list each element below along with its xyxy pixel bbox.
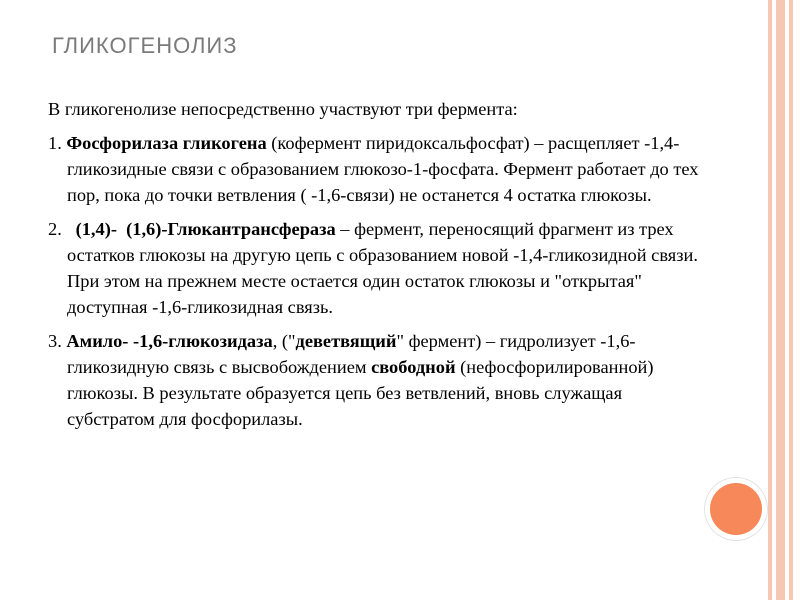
enzyme-name: Амило- -1,6-глюкозидаза [66, 331, 273, 351]
list-item-2 [48, 216, 708, 320]
highlight-term: свободной [371, 357, 456, 377]
item-number: 1. [48, 133, 67, 153]
list-item-3 [48, 328, 708, 432]
item-number: 3. [48, 331, 67, 351]
stripe-wide [776, 0, 785, 600]
highlight-term: деветвящий [295, 331, 397, 351]
item-text: – фермент, переносящий фрагмент из трех остатков глюкозы на другую цепь с образованием новой -1,4-гликозидной связи. При этом на прежнем месте остается один остаток глюкозы и "открытая" доступная -1,6-гликозидная связь. [67, 219, 698, 317]
decorative-circle [710, 483, 762, 535]
intro-text: В гликогенолизе непосредственно участвуют три фермента: [48, 99, 518, 119]
slide-title: ГЛИКОГЕНОЛИЗ [52, 33, 238, 58]
stripe-thin-right [789, 0, 793, 600]
enzyme-name: Фосфорилаза гликогена [66, 133, 267, 153]
item-text: , (" [272, 331, 296, 351]
item-text: (кофермент пиридоксальфосфат) – расщепляет -1,4-гликозидные связи с образованием глюкозо-1-фосфата. Фермент работает до тех пор, пока до точки ветвления ( -1,6-связи) не останется 4 остатка глюкозы. [67, 133, 699, 205]
item-text: (нефосфорилированной) глюкозы. В результате образуется цепь без ветвлений, вновь служащая субстратом для фосфорилазы. [67, 357, 654, 429]
slide-body [48, 96, 708, 440]
item-text: " фермент) – гидролизует -1,6-гликозидную связь с высвобождением [67, 331, 636, 377]
enzyme-name: (1,4)- (1,6)-Глюкантрансфераза [66, 219, 336, 239]
list-item-1 [48, 130, 708, 208]
item-number: 2. [48, 219, 67, 239]
stripe-thin-left [768, 0, 772, 600]
